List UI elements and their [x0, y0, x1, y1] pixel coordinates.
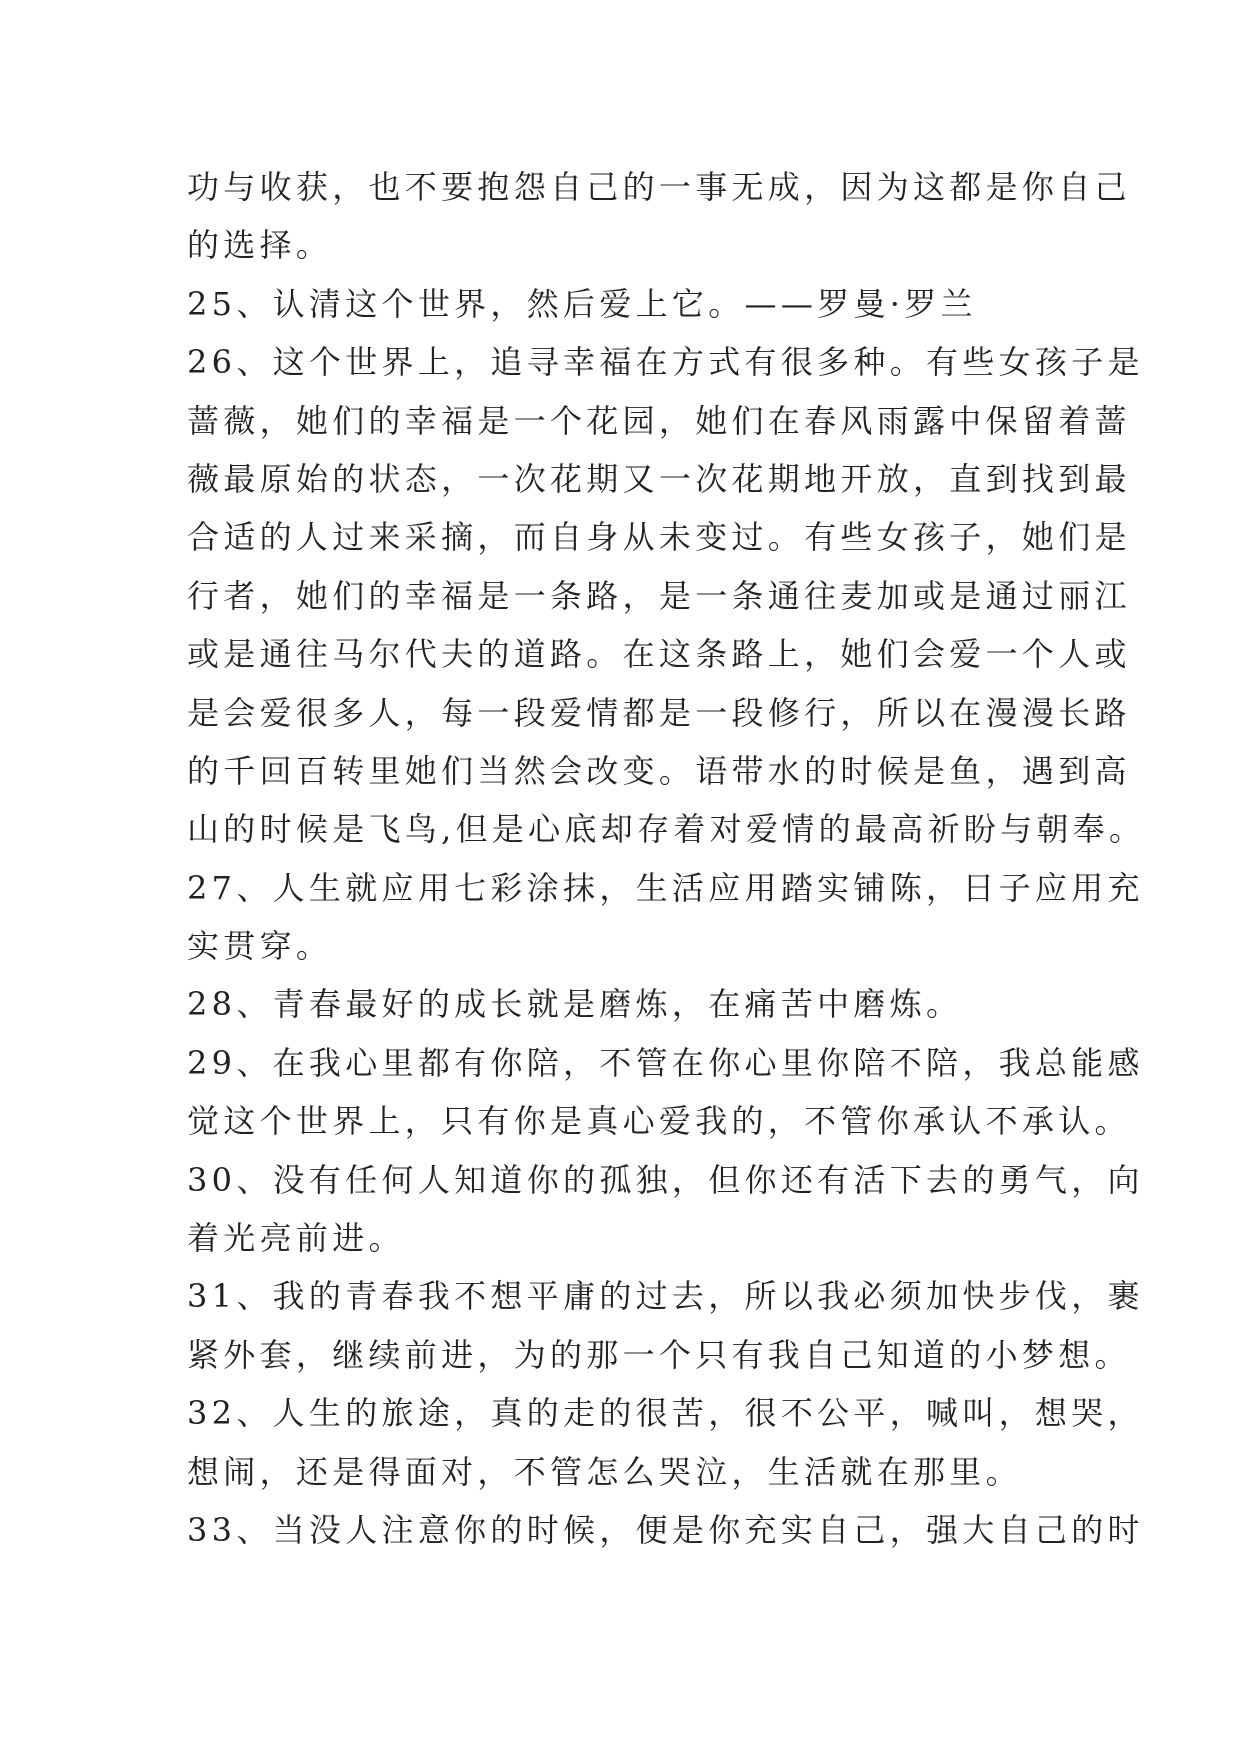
text-line: 着光亮前进。: [187, 1219, 405, 1258]
text-line: 33、当没人注意你的时候，便是你充实自己，强大自己的时: [187, 1510, 1144, 1549]
text-line: 26、这个世界上，追寻幸福在方式有很多种。有些女孩子是: [187, 343, 1144, 382]
text-line: 的千回百转里她们当然会改变。语带水的时候是鱼，遇到高: [187, 751, 1131, 790]
text-line: 32、人生的旅途，真的走的很苦，很不公平，喊叫，想哭，: [187, 1394, 1144, 1433]
text-line: 29、在我心里都有你陪，不管在你心里你陪不陪，我总能感: [187, 1043, 1144, 1082]
text-line: 功与收获，也不要抱怨自己的一事无成，因为这都是你自己: [187, 168, 1131, 206]
text-line: 或是通往马尔代夫的道路。在这条路上，她们会爱一个人或: [187, 635, 1131, 674]
text-line: 薇最原始的状态，一次花期又一次花期地开放，直到找到最: [187, 459, 1131, 498]
text-line: 的选择。: [187, 226, 333, 265]
text-line: 28、青春最好的成长就是磨炼，在痛苦中磨炼。: [187, 985, 963, 1024]
text-line: 觉这个世界上，只有你是真心爱我的，不管你承认不承认。: [187, 1102, 1131, 1141]
text-line: 实贯穿。: [187, 927, 333, 966]
text-line: 想闹，还是得面对，不管怎么哭泣，生活就在那里。: [187, 1452, 1022, 1491]
text-line: 紧外套，继续前进，为的那一个只有我自己知道的小梦想。: [187, 1335, 1131, 1374]
text-line: 31、我的青春我不想平庸的过去，所以我必须加快步伐，裹: [187, 1277, 1144, 1316]
text-line: 27、人生就应用七彩涂抹，生活应用踏实铺陈，日子应用充: [187, 868, 1144, 907]
text-line: 30、没有任何人知道你的孤独，但你还有活下去的勇气，向: [187, 1160, 1144, 1199]
body-text: [187, 158, 1146, 1559]
text-line: 25、认清这个世界，然后爱上它。——罗曼·罗兰: [187, 284, 977, 323]
text-line: 蔷薇，她们的幸福是一个花园，她们在春风雨露中保留着蔷: [187, 401, 1131, 440]
text-line: 是会爱很多人，每一段爱情都是一段修行，所以在漫漫长路: [187, 693, 1131, 732]
text-line: 行者，她们的幸福是一条路，是一条通往麦加或是通过丽江: [187, 576, 1131, 615]
text-line: 山的时候是飞鸟,但是心底却存着对爱情的最高祈盼与朝奉。: [187, 810, 1146, 849]
text-line: 合适的人过来采摘，而自身从未变过。有些女孩子，她们是: [187, 518, 1131, 557]
